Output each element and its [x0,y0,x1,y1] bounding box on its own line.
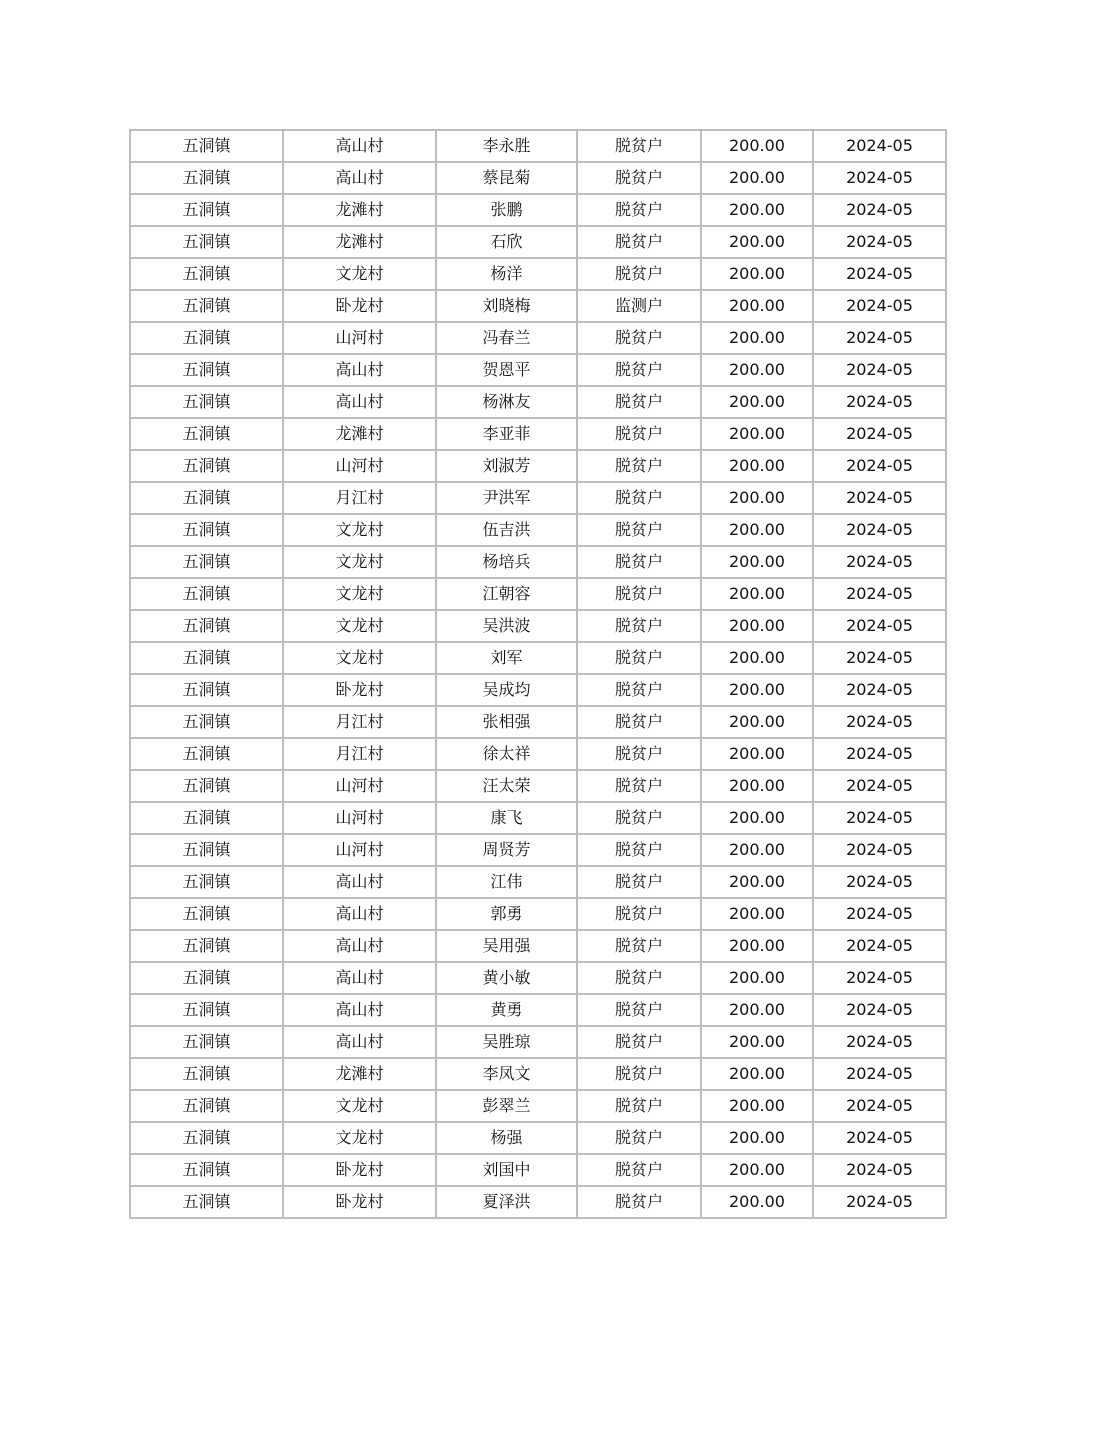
period-cell: 2024-05 [813,866,946,898]
town-cell: 五洞镇 [130,514,283,546]
town-cell: 五洞镇 [130,418,283,450]
name-cell: 黄小敏 [436,962,577,994]
table-row [130,1186,946,1218]
period-cell: 2024-05 [813,418,946,450]
household-type-cell: 脱贫户 [577,1154,701,1186]
table-row [130,770,946,802]
table-row [130,258,946,290]
household-type-cell: 脱贫户 [577,738,701,770]
name-cell: 夏泽洪 [436,1186,577,1218]
name-cell: 杨培兵 [436,546,577,578]
name-cell: 伍吉洪 [436,514,577,546]
town-cell: 五洞镇 [130,578,283,610]
village-cell: 文龙村 [283,610,436,642]
amount-cell: 200.00 [701,930,813,962]
town-cell: 五洞镇 [130,898,283,930]
town-cell: 五洞镇 [130,482,283,514]
household-type-cell: 监测户 [577,290,701,322]
table-row [130,1154,946,1186]
period-cell: 2024-05 [813,130,946,162]
village-cell: 卧龙村 [283,1154,436,1186]
household-type-cell: 脱贫户 [577,130,701,162]
household-type-cell: 脱贫户 [577,194,701,226]
amount-cell: 200.00 [701,546,813,578]
household-type-cell: 脱贫户 [577,226,701,258]
period-cell: 2024-05 [813,482,946,514]
household-type-cell: 脱贫户 [577,610,701,642]
amount-cell: 200.00 [701,418,813,450]
town-cell: 五洞镇 [130,1154,283,1186]
name-cell: 彭翠兰 [436,1090,577,1122]
period-cell: 2024-05 [813,674,946,706]
table-row [130,802,946,834]
household-type-cell: 脱贫户 [577,450,701,482]
table-row [130,994,946,1026]
period-cell: 2024-05 [813,930,946,962]
household-type-cell: 脱贫户 [577,930,701,962]
table-row [130,546,946,578]
household-type-cell: 脱贫户 [577,898,701,930]
table-row [130,514,946,546]
amount-cell: 200.00 [701,994,813,1026]
household-type-cell: 脱贫户 [577,834,701,866]
amount-cell: 200.00 [701,514,813,546]
amount-cell: 200.00 [701,322,813,354]
town-cell: 五洞镇 [130,258,283,290]
table-row [130,930,946,962]
village-cell: 文龙村 [283,578,436,610]
town-cell: 五洞镇 [130,706,283,738]
town-cell: 五洞镇 [130,194,283,226]
town-cell: 五洞镇 [130,290,283,322]
table-row [130,706,946,738]
period-cell: 2024-05 [813,1026,946,1058]
village-cell: 高山村 [283,866,436,898]
table-row [130,386,946,418]
period-cell: 2024-05 [813,1090,946,1122]
table-row [130,194,946,226]
amount-cell: 200.00 [701,706,813,738]
amount-cell: 200.00 [701,642,813,674]
name-cell: 吴洪波 [436,610,577,642]
amount-cell: 200.00 [701,226,813,258]
name-cell: 吴用强 [436,930,577,962]
name-cell: 康飞 [436,802,577,834]
table-row [130,674,946,706]
amount-cell: 200.00 [701,610,813,642]
village-cell: 卧龙村 [283,1186,436,1218]
name-cell: 蔡昆菊 [436,162,577,194]
village-cell: 龙滩村 [283,226,436,258]
household-type-cell: 脱贫户 [577,546,701,578]
period-cell: 2024-05 [813,386,946,418]
household-type-cell: 脱贫户 [577,578,701,610]
village-cell: 高山村 [283,162,436,194]
village-cell: 文龙村 [283,1122,436,1154]
village-cell: 卧龙村 [283,290,436,322]
amount-cell: 200.00 [701,834,813,866]
name-cell: 刘晓梅 [436,290,577,322]
household-type-cell: 脱贫户 [577,258,701,290]
town-cell: 五洞镇 [130,610,283,642]
village-cell: 高山村 [283,930,436,962]
name-cell: 刘国中 [436,1154,577,1186]
town-cell: 五洞镇 [130,642,283,674]
amount-cell: 200.00 [701,1090,813,1122]
name-cell: 刘军 [436,642,577,674]
village-cell: 山河村 [283,322,436,354]
period-cell: 2024-05 [813,354,946,386]
household-type-cell: 脱贫户 [577,514,701,546]
table-row [130,354,946,386]
table-row [130,642,946,674]
name-cell: 李亚菲 [436,418,577,450]
amount-cell: 200.00 [701,802,813,834]
household-type-cell: 脱贫户 [577,770,701,802]
name-cell: 郭勇 [436,898,577,930]
name-cell: 李永胜 [436,130,577,162]
period-cell: 2024-05 [813,610,946,642]
village-cell: 山河村 [283,450,436,482]
town-cell: 五洞镇 [130,738,283,770]
amount-cell: 200.00 [701,866,813,898]
village-cell: 文龙村 [283,642,436,674]
table-row [130,962,946,994]
table-row [130,1026,946,1058]
name-cell: 徐太祥 [436,738,577,770]
name-cell: 冯春兰 [436,322,577,354]
amount-cell: 200.00 [701,578,813,610]
village-cell: 高山村 [283,386,436,418]
household-type-cell: 脱贫户 [577,1058,701,1090]
period-cell: 2024-05 [813,802,946,834]
household-type-cell: 脱贫户 [577,706,701,738]
household-type-cell: 脱贫户 [577,642,701,674]
village-cell: 高山村 [283,962,436,994]
table-row [130,450,946,482]
period-cell: 2024-05 [813,898,946,930]
name-cell: 贺恩平 [436,354,577,386]
amount-cell: 200.00 [701,130,813,162]
town-cell: 五洞镇 [130,930,283,962]
period-cell: 2024-05 [813,642,946,674]
name-cell: 张鹏 [436,194,577,226]
amount-cell: 200.00 [701,354,813,386]
name-cell: 杨淋友 [436,386,577,418]
village-cell: 月江村 [283,706,436,738]
period-cell: 2024-05 [813,450,946,482]
town-cell: 五洞镇 [130,162,283,194]
name-cell: 杨洋 [436,258,577,290]
village-cell: 高山村 [283,1026,436,1058]
period-cell: 2024-05 [813,1058,946,1090]
name-cell: 江朝容 [436,578,577,610]
household-type-cell: 脱贫户 [577,994,701,1026]
period-cell: 2024-05 [813,578,946,610]
household-type-cell: 脱贫户 [577,354,701,386]
town-cell: 五洞镇 [130,1058,283,1090]
name-cell: 刘淑芳 [436,450,577,482]
amount-cell: 200.00 [701,258,813,290]
town-cell: 五洞镇 [130,866,283,898]
period-cell: 2024-05 [813,514,946,546]
table-row [130,578,946,610]
village-cell: 山河村 [283,770,436,802]
table-row [130,1090,946,1122]
table-row [130,418,946,450]
table-row [130,738,946,770]
table-row [130,322,946,354]
subsidy-table [129,129,947,1219]
village-cell: 高山村 [283,130,436,162]
household-type-cell: 脱贫户 [577,1186,701,1218]
town-cell: 五洞镇 [130,674,283,706]
town-cell: 五洞镇 [130,802,283,834]
household-type-cell: 脱贫户 [577,418,701,450]
table-row [130,1058,946,1090]
name-cell: 江伟 [436,866,577,898]
village-cell: 龙滩村 [283,1058,436,1090]
town-cell: 五洞镇 [130,1026,283,1058]
table-row [130,290,946,322]
village-cell: 月江村 [283,738,436,770]
period-cell: 2024-05 [813,706,946,738]
village-cell: 高山村 [283,898,436,930]
town-cell: 五洞镇 [130,354,283,386]
name-cell: 周贤芳 [436,834,577,866]
village-cell: 月江村 [283,482,436,514]
period-cell: 2024-05 [813,962,946,994]
period-cell: 2024-05 [813,226,946,258]
household-type-cell: 脱贫户 [577,866,701,898]
table-row [130,898,946,930]
amount-cell: 200.00 [701,290,813,322]
table-body [130,130,946,1218]
town-cell: 五洞镇 [130,1090,283,1122]
period-cell: 2024-05 [813,546,946,578]
town-cell: 五洞镇 [130,1122,283,1154]
period-cell: 2024-05 [813,770,946,802]
period-cell: 2024-05 [813,994,946,1026]
town-cell: 五洞镇 [130,322,283,354]
town-cell: 五洞镇 [130,1186,283,1218]
amount-cell: 200.00 [701,1058,813,1090]
village-cell: 文龙村 [283,1090,436,1122]
name-cell: 张相强 [436,706,577,738]
village-cell: 龙滩村 [283,194,436,226]
amount-cell: 200.00 [701,386,813,418]
household-type-cell: 脱贫户 [577,674,701,706]
table-row [130,482,946,514]
period-cell: 2024-05 [813,290,946,322]
name-cell: 杨强 [436,1122,577,1154]
town-cell: 五洞镇 [130,386,283,418]
household-type-cell: 脱贫户 [577,962,701,994]
period-cell: 2024-05 [813,1154,946,1186]
period-cell: 2024-05 [813,1122,946,1154]
household-type-cell: 脱贫户 [577,482,701,514]
amount-cell: 200.00 [701,1122,813,1154]
name-cell: 吴成均 [436,674,577,706]
amount-cell: 200.00 [701,482,813,514]
table-row [130,226,946,258]
period-cell: 2024-05 [813,834,946,866]
name-cell: 黄勇 [436,994,577,1026]
table-row [130,834,946,866]
period-cell: 2024-05 [813,194,946,226]
town-cell: 五洞镇 [130,130,283,162]
village-cell: 文龙村 [283,514,436,546]
amount-cell: 200.00 [701,1026,813,1058]
town-cell: 五洞镇 [130,962,283,994]
household-type-cell: 脱贫户 [577,322,701,354]
name-cell: 李凤文 [436,1058,577,1090]
table-row [130,866,946,898]
household-type-cell: 脱贫户 [577,386,701,418]
town-cell: 五洞镇 [130,226,283,258]
village-cell: 山河村 [283,802,436,834]
town-cell: 五洞镇 [130,546,283,578]
amount-cell: 200.00 [701,1186,813,1218]
name-cell: 吴胜琼 [436,1026,577,1058]
household-type-cell: 脱贫户 [577,802,701,834]
amount-cell: 200.00 [701,450,813,482]
table-row [130,130,946,162]
amount-cell: 200.00 [701,1154,813,1186]
village-cell: 文龙村 [283,546,436,578]
village-cell: 山河村 [283,834,436,866]
name-cell: 汪太荣 [436,770,577,802]
town-cell: 五洞镇 [130,994,283,1026]
name-cell: 尹洪军 [436,482,577,514]
table-row [130,1122,946,1154]
amount-cell: 200.00 [701,770,813,802]
amount-cell: 200.00 [701,162,813,194]
period-cell: 2024-05 [813,258,946,290]
period-cell: 2024-05 [813,738,946,770]
amount-cell: 200.00 [701,674,813,706]
table-row [130,610,946,642]
amount-cell: 200.00 [701,962,813,994]
name-cell: 石欣 [436,226,577,258]
household-type-cell: 脱贫户 [577,1090,701,1122]
town-cell: 五洞镇 [130,770,283,802]
amount-cell: 200.00 [701,738,813,770]
village-cell: 卧龙村 [283,674,436,706]
village-cell: 高山村 [283,354,436,386]
period-cell: 2024-05 [813,322,946,354]
village-cell: 文龙村 [283,258,436,290]
table-row [130,162,946,194]
household-type-cell: 脱贫户 [577,162,701,194]
amount-cell: 200.00 [701,194,813,226]
period-cell: 2024-05 [813,1186,946,1218]
village-cell: 高山村 [283,994,436,1026]
household-type-cell: 脱贫户 [577,1026,701,1058]
household-type-cell: 脱贫户 [577,1122,701,1154]
town-cell: 五洞镇 [130,834,283,866]
town-cell: 五洞镇 [130,450,283,482]
village-cell: 龙滩村 [283,418,436,450]
amount-cell: 200.00 [701,898,813,930]
period-cell: 2024-05 [813,162,946,194]
